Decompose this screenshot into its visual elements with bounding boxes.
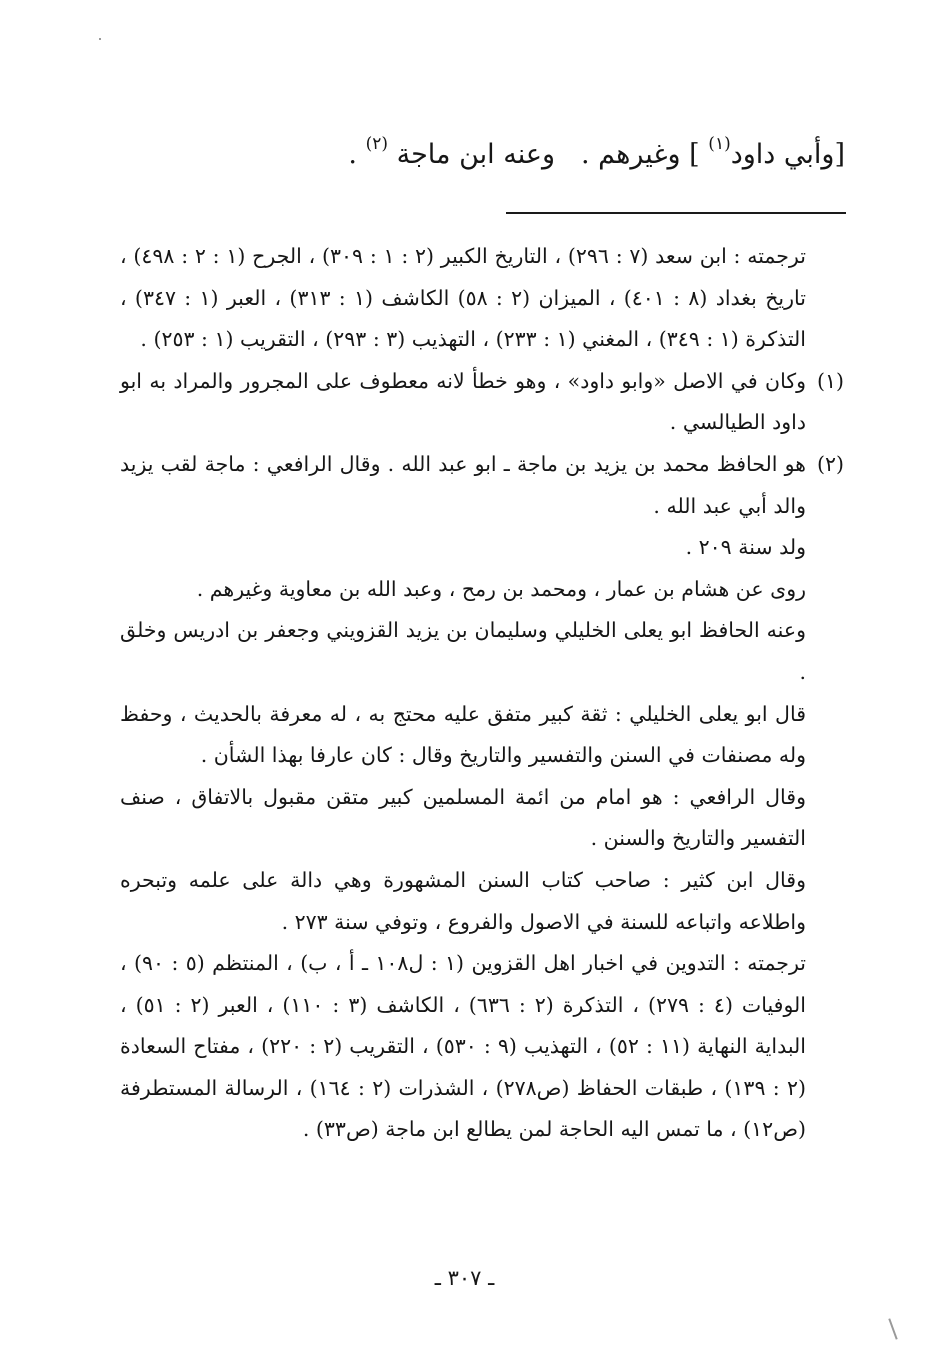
footnote-separator [506,212,846,214]
footnote-ref-2[interactable]: (٢) [365,134,389,154]
paragraph-ibn-kathir: وقال ابن كثير : صاحب كتاب السنن المشهورة وهي دالة على علمه وتبحره واطلاعه واتباعه للسنة في الاصول والفروع ، وتوفي سنة ٢٧٣ . [120,867,806,934]
biography-sources: ترجمته : ابن سعد (٧ : ٢٩٦) ، التاريخ الكبير (٢ : ١ : ٣٠٩) ، الجرح (١ : ٢ : ٤٩٨) ، تاريخ بغداد (٨ : ٤٠١) ، الميزان (٢ : ٥٨) الكاشف (١ : ٣١٣) ، العبر (١ : ٣٤٧) ، التذكرة (١ : ٣٤٩) ، المغني (١ : ٢٣٣) ، التهذيب (٣ : ٢٩٣) ، التقريب (١ : ٢٥٣) . [120,244,806,352]
paragraph-khalili: قال ابو يعلى الخليلي : ثقة كبير متفق عليه محتج به ، له معرفة بالحديث ، وحفظ وله مصنفات في السنن والتفسير والتاريخ وقال : كان عارفا بهذا الشأن . [120,701,806,768]
footnote-text-2: هو الحافظ محمد بن يزيد بن ماجة ـ ابو عبد الله . وقال الرافعي : ماجة لقب يزيد والد أبي عبد الله . [120,451,806,518]
main-text-part2: ] وغيرهم . [581,139,700,170]
footnote-2 [120,444,844,527]
footnote-text-1: وكان في الاصل «وابو داود» ، وهو خطأ لانه معطوف على المجرور والمراد به ابو داود الطيالسي . [120,368,806,435]
main-text-line [145,128,845,175]
paragraph-rafii: وقال الرافعي : هو امام من ائمة المسلمين كبير متقن مقبول بالاتفاق ، صنف التفسير والتاريخ والسنن . [120,784,806,851]
paragraph-born: ولد سنة ٢٠٩ . [685,535,806,560]
footnotes-section [120,236,844,1151]
main-text-part3: وعنه ابن ماجة [396,139,555,170]
paragraph-narrated-by: وعنه الحافظ ابو يعلى الخليلي وسليمان بن يزيد القزويني وجعفر بن ادريس وخلق . [120,618,806,684]
page-number: ـ ٣٠٧ ـ [434,1266,495,1290]
scan-speck [888,1318,897,1339]
open-bracket: [ [834,139,845,170]
main-text-end: . [348,139,358,170]
footnote-number-1: (١) [816,368,844,393]
footnote-ref-1[interactable]: (١) [708,134,731,154]
scan-speck [99,38,101,40]
paragraph-sources: ترجمته : التدوين في اخبار اهل القزوين (١ : ل١٠٨ ـ أ ، ب) ، المنتظم (٥ : ٩٠) ، الوفيات (٤ : ٢٧٩) ، التذكرة (٢ : ٦٣٦) ، الكاشف (٣ : ١١٠) ، العبر (٢ : ٥١) ، البداية النهاية (١١ : ٥٢) ، التهذيب (٩ : ٥٣٠) ، التقريب (٢ : ٢٢٠) ، مفتاح السعادة (٢ : ١٣٩) ، طبقات الحفاظ (ص٢٧٨) ، الشذرات (٢ : ١٦٤) ، الرسالة المستطرفة (ص١٢) ، ما تمس اليه الحاجة لمن يطالع ابن ماجة (ص٣٣) . [120,951,806,1142]
main-text-part1: وأبي داود [730,139,835,170]
footnote-1 [120,361,844,444]
footnote-number-2: (٢) [816,451,844,476]
paragraph-narrated-from: روى عن هشام بن عمار ، ومحمد بن رمح ، وعبد الله بن معاوية وغيرهم . [196,576,806,601]
